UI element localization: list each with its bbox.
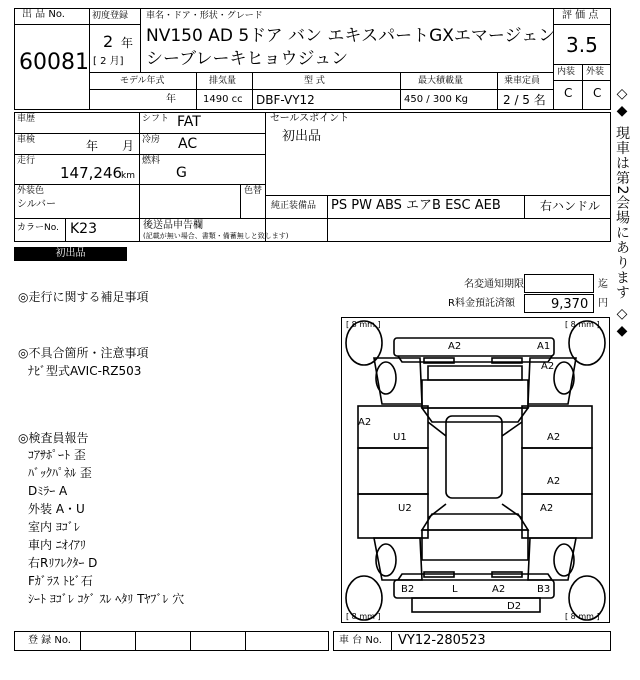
exterior-color-label: 外装色	[17, 186, 45, 196]
steering-value: 右ハンドル	[540, 199, 601, 213]
color-change-label: 色替	[244, 186, 263, 196]
displacement-label: 排気量	[209, 76, 237, 86]
mileage-unit: km	[121, 171, 135, 181]
sales-point-value: 初出品	[282, 129, 322, 144]
first-reg-year: 2	[103, 32, 114, 51]
grade-score: 3.5	[566, 33, 598, 57]
shift-value: FAT	[177, 114, 201, 130]
damage-mark: B3	[537, 584, 551, 595]
damage-mark: A2	[448, 341, 462, 352]
displacement-value: 1490 cc	[203, 94, 243, 105]
capacity-value: 2 / 5 名	[503, 93, 546, 107]
fuel-value: G	[176, 165, 187, 181]
shift-label: シフト	[142, 114, 170, 124]
max-load-value: 450 / 300 Kg	[404, 94, 468, 105]
corner-tag-fr: [ 8 mm ]	[565, 320, 600, 329]
mileage-label: 走行	[17, 156, 36, 166]
name-change-unit: 迄	[598, 279, 608, 290]
exterior-grade: C	[593, 86, 602, 100]
inspector-item: 外装 A・U	[28, 502, 85, 516]
inspector-item: ｺｱｻﾎﾟｰﾄ 歪	[28, 448, 86, 462]
inspection-month: 月	[122, 139, 135, 153]
damage-mark: A2	[541, 361, 555, 372]
interior-grade: C	[564, 86, 573, 100]
color-no-label: カラーNo.	[17, 223, 59, 233]
inspector-title: ◎検査員報告	[18, 431, 89, 445]
exterior-color-value: シルバー	[17, 199, 57, 210]
max-load-label: 最大積載量	[418, 76, 464, 86]
equipment-label: 純正装備品	[271, 201, 317, 211]
aftermarket-label: 後送品申告欄	[143, 220, 203, 231]
damage-mark: U2	[398, 503, 412, 514]
car-name: NV150 AD 5ドア バン エキスパートGXエマージェン	[146, 26, 556, 46]
fuel-label: 燃料	[142, 156, 161, 166]
history-label: 車歴	[17, 114, 36, 124]
first-reg-month: [ 2 月]	[93, 56, 124, 67]
inspector-item: Fｶﾞﾗｽ ﾄﾋﾞ石	[28, 574, 93, 588]
corner-tag-rl: [ 8 mm ]	[346, 612, 381, 621]
interior-label: 内装	[557, 67, 576, 77]
exterior-label: 外装	[586, 67, 605, 77]
model-year-label: モデル年式	[120, 76, 165, 86]
first-reg-label: 初度登録	[92, 11, 129, 21]
damage-mark: A2	[358, 417, 372, 428]
ac-label: 冷房	[142, 135, 161, 145]
car-name-line2: シーブレーキヒョウジュン	[146, 49, 349, 69]
damage-mark: A2	[492, 584, 506, 595]
damage-mark: A2	[547, 432, 561, 443]
name-change-box	[524, 274, 594, 293]
sales-point-label: セールスポイント	[270, 113, 350, 124]
capacity-label: 乗車定員	[504, 76, 541, 86]
damage-mark: B2	[401, 584, 415, 595]
ac-value: AC	[178, 136, 198, 152]
model-year-unit: 年	[166, 94, 176, 105]
inspection-label: 車検	[17, 135, 36, 145]
damage-mark: A1	[537, 341, 551, 352]
car-name-label: 車名・ドア・形状・グレード	[146, 11, 263, 21]
defects-title: ◎不具合箇所・注意事項	[18, 346, 149, 360]
lot-label: 出 品 No.	[22, 9, 65, 20]
inspector-item: ｼｰﾄ ﾖｺﾞﾚ ｺｹﾞ ｽﾚ ﾍﾀﾘ Tﾔﾌﾞﾚ 穴	[28, 592, 185, 606]
mileage-value: 147,246	[60, 164, 123, 182]
model-code: DBF-VY12	[256, 93, 315, 107]
reg-no-label: 登 録 No.	[28, 635, 71, 646]
vehicle-diagram	[341, 317, 610, 623]
inspector-item: ﾊﾞｯｸﾊﾟﾈﾙ 歪	[28, 466, 92, 480]
first-listing-badge: 初出品	[14, 247, 127, 261]
inspector-item: 室内 ﾖｺﾞﾚ	[28, 520, 80, 534]
damage-mark: L	[452, 584, 458, 595]
color-no-value: K23	[70, 221, 97, 237]
chassis-label: 車 台 No.	[339, 635, 382, 646]
aftermarket-note: (記載が無い場合、書類・備蓄無しと致します)	[143, 232, 289, 240]
recycle-unit: 円	[598, 298, 608, 309]
name-change-label: 名変通知期限	[464, 279, 524, 290]
chassis-number: VY12-280523	[398, 633, 486, 648]
recycle-label: R料金預託済額	[448, 298, 515, 309]
equipment-value: PS PW ABS エアB ESC AEB	[331, 198, 501, 213]
inspector-item: 車内 ﾆｵｲｱﾘ	[28, 538, 86, 552]
damage-mark: A2	[540, 503, 554, 514]
inspector-item: 右Rﾘﾌﾚｸﾀｰ D	[28, 556, 98, 570]
damage-mark: U1	[393, 432, 407, 443]
inspection-year: 年	[86, 139, 99, 153]
defect-item: ﾅﾋﾞ型式AVIC-RZ503	[28, 364, 142, 378]
damage-mark: A2	[547, 476, 561, 487]
inspector-item: Dﾐﾗｰ A	[28, 484, 68, 498]
vehicle-outline	[342, 318, 609, 622]
corner-tag-rr: [ 8 mm ]	[565, 612, 600, 621]
damage-mark: D2	[507, 601, 522, 612]
model-label: 型 式	[304, 76, 325, 86]
lot-number: 60081	[19, 50, 89, 75]
corner-tag-fl: [ 8 mm ]	[346, 320, 381, 329]
recycle-value: 9,370	[551, 297, 589, 312]
first-reg-year-unit: 年	[121, 36, 134, 50]
side-banner: ◇◆ 現車は第2会場にあります ◇◆	[614, 86, 630, 340]
grade-label: 評 価 点	[562, 10, 599, 21]
driving-notes-title: ◎走行に関する補足事項	[18, 290, 149, 304]
